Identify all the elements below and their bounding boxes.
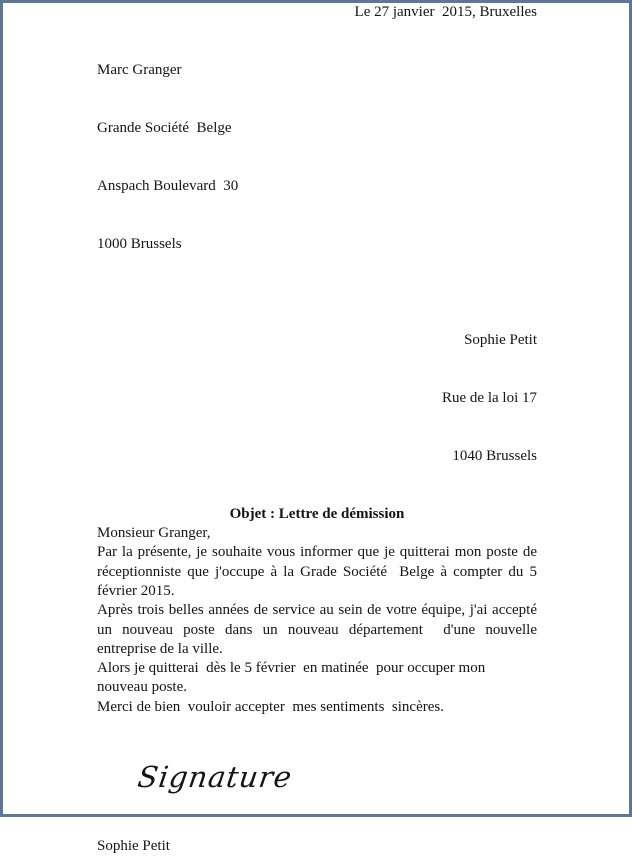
signed-name: Sophie Petit [97, 837, 170, 854]
body-paragraph-3: Alors je quitterai dès le 5 février en matinée pour occuper mon nouveau poste. [97, 660, 489, 696]
body-paragraph-1: Par la présente, je souhaite vous informer que je quitterai mon poste de réceptionniste que j'occupe à la Grade Société Belge à compter du 5 février 2015. [97, 544, 541, 599]
salutation: Monsieur Granger, [97, 525, 211, 542]
recipient-company: Grande Société Belge [97, 119, 232, 136]
recipient-street: Anspach Boulevard 30 [97, 177, 239, 194]
handwritten-signature-text: Signature [135, 759, 295, 794]
sender-name: Sophie Petit [464, 332, 537, 349]
recipient-name: Marc Granger [97, 61, 182, 78]
sender-address [97, 292, 537, 504]
recipient-address [97, 22, 537, 292]
body-paragraph-2: Après trois belles années de service au sein de votre équipe, j'ai accepté un nouveau poste dans un nouveau département d'une nouvelle entreprise de la ville. [97, 602, 545, 657]
subject-line: Objet : Lettre de démission [229, 505, 405, 522]
handwritten-signature [97, 717, 537, 837]
sender-city: 1040 Brussels [452, 447, 537, 464]
sender-street: Rue de la loi 17 [442, 389, 537, 406]
date-line: Le 27 janvier 2015, Bruxelles [354, 4, 537, 20]
recipient-city: 1000 Brussels [97, 235, 182, 252]
body-paragraph-4: Merci de bien vouloir accepter mes sentiments sincères. [97, 698, 444, 715]
